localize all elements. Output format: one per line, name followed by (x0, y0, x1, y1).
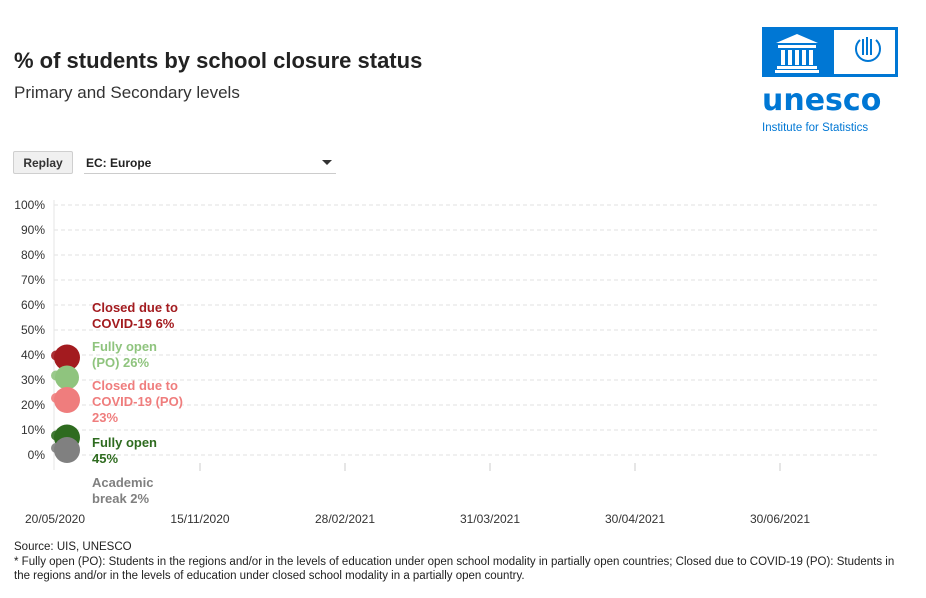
page-subtitle: Primary and Secondary levels (14, 83, 240, 102)
x-tick-label: 30/06/2021 (749, 512, 811, 526)
region-select-value: EC: Europe (86, 156, 152, 170)
x-tick-label: 15/11/2020 (170, 512, 230, 526)
chart-area (0, 190, 926, 530)
y-tick-label: 0% (27, 448, 45, 462)
y-tick-label: 10% (20, 423, 45, 437)
series-label: Fully open (92, 339, 157, 354)
logo-wordmark: unesco (762, 83, 882, 118)
y-tick-label: 80% (20, 248, 45, 262)
source-note: Source: UIS, UNESCO (14, 541, 132, 553)
x-tick-label: 20/05/2020 (24, 512, 86, 526)
series-label: Academic (92, 475, 154, 490)
series-label: 23% (92, 410, 119, 425)
series-marker (54, 437, 80, 463)
footnote-line-2: the regions and/or in the levels of education under closed school modality in a partially open country. (14, 570, 525, 582)
y-tick-label: 60% (20, 298, 45, 312)
series-label: Closed due to (92, 378, 178, 393)
x-tick-label: 28/02/2021 (314, 512, 376, 526)
y-tick-label: 40% (20, 348, 45, 362)
y-tick-label: 70% (20, 273, 45, 287)
series-label: COVID-19 6% (92, 316, 175, 331)
footer (14, 540, 914, 584)
series-label: Fully open (92, 435, 157, 450)
series-label: COVID-19 (PO) (92, 394, 184, 409)
x-tick-label: 30/04/2021 (604, 512, 666, 526)
y-tick-label: 50% (20, 323, 45, 337)
y-tick-label: 20% (20, 398, 45, 412)
page-title: % of students by school closure status (14, 48, 423, 73)
y-tick-label: 100% (14, 198, 45, 212)
x-tick-label: 31/03/2021 (459, 512, 521, 526)
logo-subtext: Institute for Statistics (762, 122, 869, 134)
y-tick-label: 90% (20, 223, 45, 237)
chevron-down-icon (320, 155, 334, 169)
region-select[interactable] (84, 151, 336, 174)
y-tick-label: 30% (20, 373, 45, 387)
series-label: 45% (92, 451, 119, 466)
series-marker (54, 387, 80, 413)
series-label: (PO) 26% (92, 355, 150, 370)
series-label: break 2% (92, 491, 150, 506)
replay-button[interactable]: Replay (13, 151, 73, 174)
unesco-logo (762, 27, 902, 137)
series-marker (55, 366, 79, 390)
series-label: Closed due to (92, 300, 178, 315)
footnote-line-1: * Fully open (PO): Students in the regions and/or in the levels of education under open school modality in partially open countries; Closed due to COVID-19 (PO): Students in (14, 555, 895, 568)
